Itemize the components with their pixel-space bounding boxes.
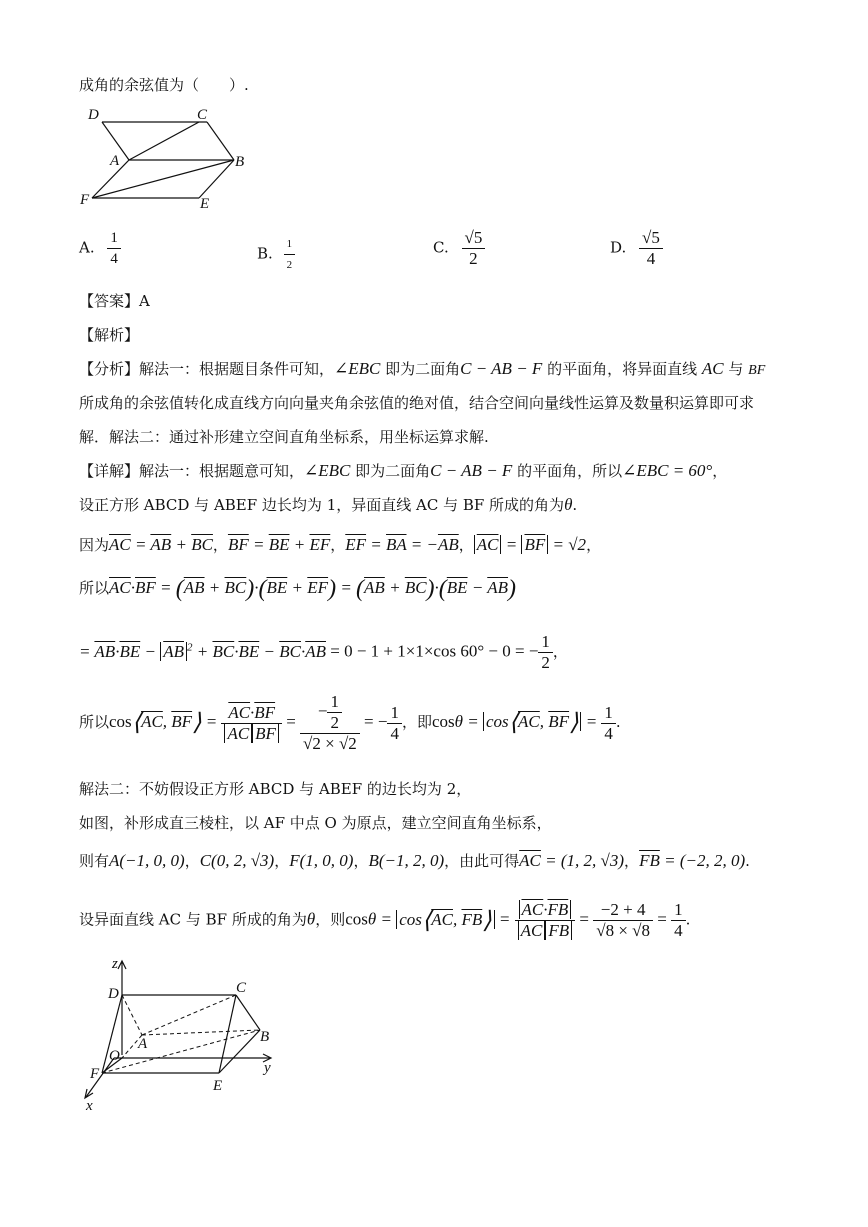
answer-tag: 【答案】 xyxy=(79,292,140,310)
option-b-label: B. xyxy=(257,244,273,263)
fig2-label-y: y xyxy=(264,1060,271,1076)
fig2-label-O: O xyxy=(109,1048,120,1064)
fig2-label-B: B xyxy=(260,1029,270,1045)
option-d xyxy=(610,228,663,269)
answer-line xyxy=(79,291,150,311)
cos-calculation: 所以$\cos⟨\overline{AC}$, $\overline{BF}⟩$ = $\frac{\overline{AC}\cdot\overline{BF}}{\overline{AC} \overline{BF}}$ = − $\frac{1}{2}$ √2 × √2 = − $\frac{1}{4}$ ，即$\cos\theta = \cos⟨\overline{AC}$, $\overline{BF}⟩$ = $\frac{1}{4}$ . xyxy=(79,692,621,753)
fig2-label-x: x xyxy=(86,1098,93,1114)
fenxi-line-3: 解．解法二：通过补形建立空间直角坐标系，用坐标运算求解. xyxy=(79,428,489,446)
method2-line-2: 如图，补形成直三棱柱，以 AF 中点 O 为原点，建立空间直角坐标系， xyxy=(79,814,552,832)
method2-cos: 设异面直线 AC 与 BF 所成的角为θ，则$\cos\theta = \cos⟨\overline{AC}$, $\overline{FB}⟩$ = $\frac{\overline{AC}\cdot\overline{FB}}{\overline{AC} \overline{FB}}$ = $\frac{-2 + 4}{√8 \times √8}$ = $\frac{1}{4}$ . xyxy=(79,900,691,940)
option-d-num: √5 xyxy=(639,228,663,249)
fig2-label-F: F xyxy=(90,1066,100,1082)
fig2-label-z: z xyxy=(112,956,118,972)
option-c-label: C. xyxy=(433,238,449,257)
option-d-den: 4 xyxy=(646,249,656,268)
fig2-label-D: D xyxy=(108,986,119,1002)
label-D: D xyxy=(88,107,99,123)
fenxi-line-2: 所成角的余弦值转化成直线方向向量夹角余弦值的绝对值，结合空间向量线性运算及数量积运算即可求 xyxy=(79,394,755,412)
xiangjie-line-2: 设正方形 ABCD 与 ABEF 边长均为 1，异面直线 AC 与 BF 所成的角为θ. xyxy=(79,495,578,514)
vector-relations: 因为$\overline{AC} = \overline{AB} + \overline{BC}$，$\overline{BF} = \overline{BE} + \overline{EF}$，$\overline{EF} = \overline{BA} = -\overline{AB}$， $\overline{AC} = \overline{BF} = √2$， xyxy=(79,535,602,554)
dot-product-expansion: 所以$\overline{AC}\cdot\overline{BF} = (\overline{AB} + \overline{BC})\cdot(\overline{BE} + \overline{EF}) = (\overline{AB} + \overline{BC})\cdot(\overline{BE} - \overline{AB})$ xyxy=(79,576,517,603)
option-a-label: A. xyxy=(79,238,95,257)
fig2-label-A: A xyxy=(138,1036,148,1052)
option-d-label: D. xyxy=(610,238,627,257)
label-A: A xyxy=(110,153,120,169)
fig2-label-E: E xyxy=(213,1078,223,1094)
label-B: B xyxy=(235,154,245,170)
fenxi-line-1: 【分析】解法一：根据题目条件可知，∠EBC 即为二面角C − AB − F 的平面角，将异面直线 AC 与 BF xyxy=(79,359,766,378)
option-b xyxy=(257,234,295,275)
figure-coordinate-prism xyxy=(74,950,294,1115)
option-c-den: 2 xyxy=(469,249,478,268)
method2-line-1: 解法二：不妨假设正方形 ABCD 与 ABEF 的边长均为 2， xyxy=(79,780,472,798)
question-stem: 成角的余弦值为（ ）. xyxy=(79,76,249,94)
option-b-num: 1 xyxy=(284,234,296,255)
option-a xyxy=(79,228,121,269)
method2-coords: 则有A(−1, 0, 0)，C(0, 2, √3)，F(1, 0, 0)，B(−1, 2, 0)，由此可得$\overline{AC} = (1$, 2, √3)，$\overline{FB} = (-2$, 2, 0). xyxy=(79,851,750,870)
option-b-den: 2 xyxy=(286,259,293,271)
label-F: F xyxy=(80,192,90,208)
option-a-den: 4 xyxy=(110,251,118,267)
figure-parallelograms xyxy=(74,100,264,215)
dot-product-result: = $\overline{AB}\cdot\overline{BE} - \overline{AB}$ $^2 + \overline{BC}\cdot\overline{BE} - \overline{BC}\cdot\overline{AB} = 0 - 1 + 1\times 1\times\cos$ 60° − 0 = − $\frac{1}{2}$ ， xyxy=(79,632,568,672)
option-c xyxy=(433,228,485,269)
fig2-label-C: C xyxy=(236,980,247,996)
analysis-tag: 【解析】 xyxy=(79,326,140,344)
option-a-num: 1 xyxy=(107,228,121,249)
xiangjie-line-1: 【详解】解法一：根据题意可知，∠EBC 即为二面角C − AB − F 的平面角，所以∠EBC = 60°， xyxy=(79,461,728,480)
answer-value: A xyxy=(139,292,150,310)
option-c-num: √5 xyxy=(462,228,486,249)
label-E: E xyxy=(200,196,210,212)
label-C: C xyxy=(197,107,208,123)
